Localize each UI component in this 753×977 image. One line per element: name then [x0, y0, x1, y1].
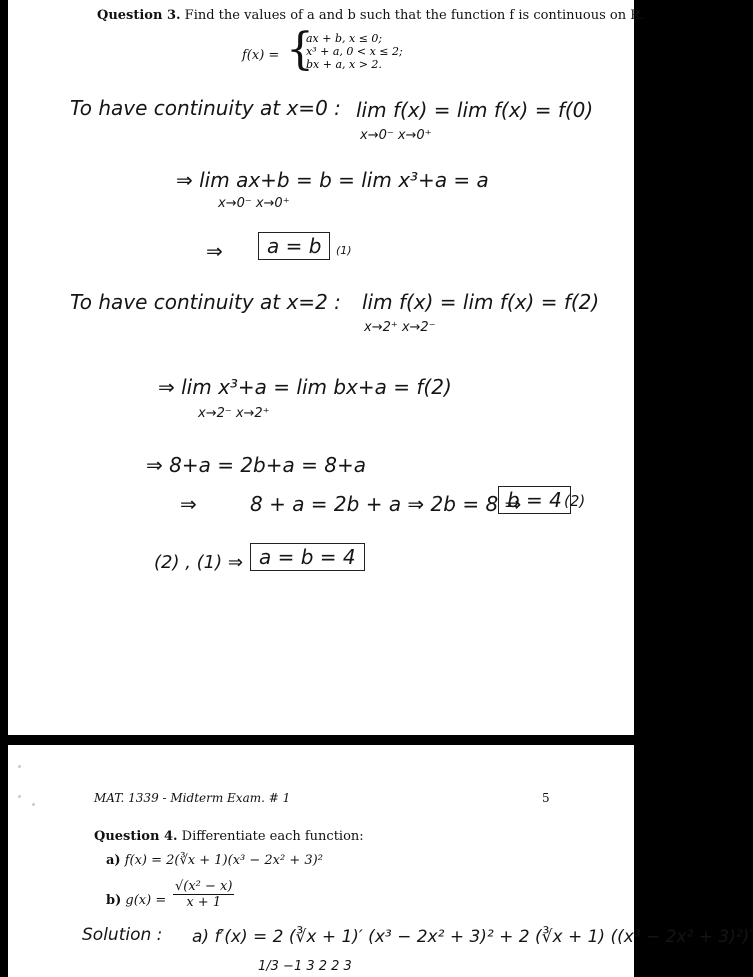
final-combination: (2) , (1) ⇒: [154, 552, 243, 573]
limit-equation-at-0-subscripts: x→0⁻ x→0⁺: [218, 196, 290, 211]
result-1-arrow: ⇒: [206, 239, 223, 263]
solve-b-equation: 8 + a = 2b + a ⇒ 2b = 8 ⇒: [250, 492, 522, 516]
result-1-tag: (1): [336, 244, 352, 257]
continuity-at-2-equation: lim f(x) = lim f(x) = f(2): [362, 290, 600, 314]
question-3-text: Find the values of a and b such that the function f is continuous on R.: [184, 8, 645, 23]
limit-equation-at-2: ⇒ lim x³+a = lim bx+a = f(2): [158, 375, 452, 399]
part-a: [106, 853, 323, 868]
part-b-label: b): [106, 893, 122, 908]
solution-cut-off-line: 1/3 −1 3 2 2 3: [258, 959, 352, 974]
continuity-at-0-equation: lim f(x) = lim f(x) = f(0): [356, 98, 594, 122]
solution-label: Solution :: [82, 925, 163, 945]
part-b: [106, 893, 166, 908]
question-3-label: Question 3.: [97, 8, 181, 23]
result-2-tag: (2): [564, 492, 586, 510]
part-b-lhs: g(x) =: [125, 893, 167, 908]
part-b-numerator: √(x² − x): [175, 879, 233, 894]
part-b-fraction: [173, 879, 234, 910]
exam-page-question-4: [8, 745, 753, 977]
question-4-heading: [94, 829, 364, 844]
continuity-at-2-text: To have continuity at x=2 :: [70, 290, 341, 314]
part-a-label: a): [106, 853, 121, 868]
brace-symbol: {: [286, 24, 314, 75]
solution-part-a: a) f′(x) = 2 (∛x + 1)′ (x³ − 2x² + 3)² + 2 (∛x + 1) ((x³ − 2x² + 3)²)′: [192, 927, 753, 947]
continuity-at-0-limits: x→0⁻ x→0⁺: [360, 128, 432, 143]
limit-equation-at-2-subscripts: x→2⁻ x→2⁺: [198, 406, 270, 421]
exam-header: MAT. 1339 - Midterm Exam. # 1: [94, 791, 291, 805]
question-4-text: Differentiate each function:: [181, 829, 364, 844]
continuity-at-2-limits: x→2⁺ x→2⁻: [364, 320, 436, 335]
part-b-denominator: x + 1: [186, 895, 222, 910]
limit-equation-at-0: ⇒ lim ax+b = b = lim x³+a = a: [176, 168, 489, 192]
piece-2: x³ + a, 0 < x ≤ 2;: [306, 45, 403, 58]
part-a-function: f(x) = 2(∛x + 1)(x³ − 2x² + 3)²: [124, 853, 323, 868]
piece-1: ax + b, x ≤ 0;: [306, 32, 383, 45]
result-2-arrow: ⇒: [180, 492, 197, 516]
final-answer-a-equals-b-equals-4: a = b = 4: [250, 543, 365, 571]
function-lhs: f(x) =: [242, 48, 280, 63]
result-b-equals-4: b = 4: [498, 486, 571, 514]
question-3-heading: [97, 8, 644, 23]
piece-list: [306, 32, 403, 71]
continuity-at-0-text: To have continuity at x=0 :: [70, 96, 341, 120]
exam-page-question-3: [8, 0, 645, 735]
result-a-equals-b: a = b: [258, 232, 330, 260]
piece-3: bx + a, x > 2.: [306, 58, 382, 71]
question-4-label: Question 4.: [94, 829, 178, 844]
value-equation: ⇒ 8+a = 2b+a = 8+a: [146, 453, 366, 477]
page-number: 5: [542, 791, 550, 805]
